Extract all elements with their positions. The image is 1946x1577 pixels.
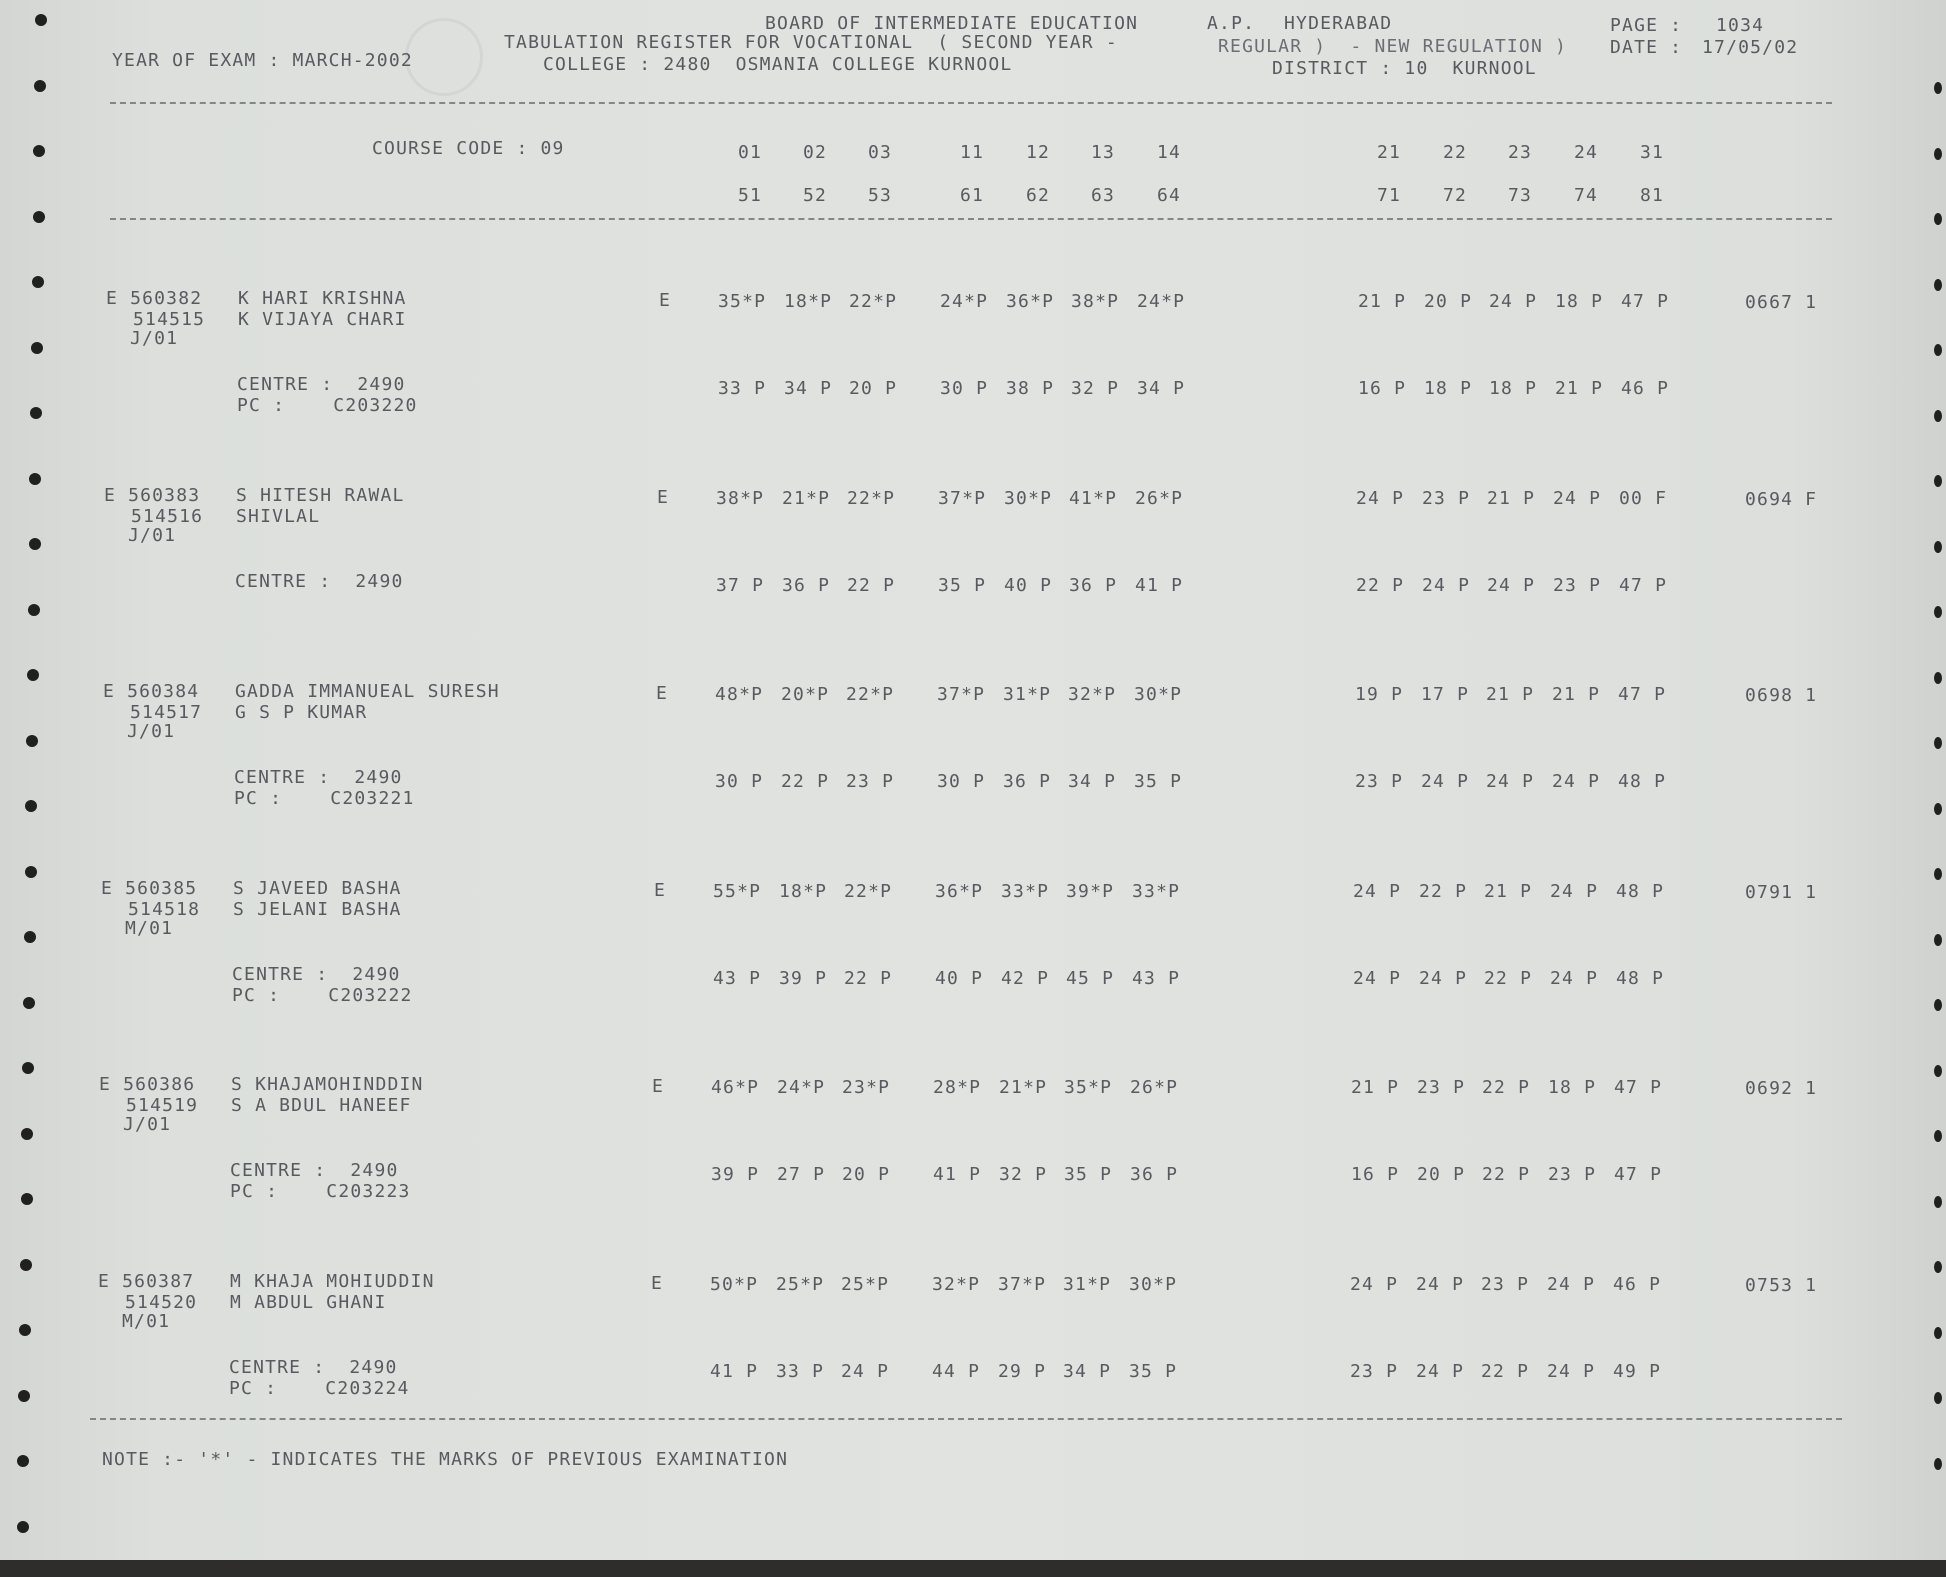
feed-hole: [1934, 606, 1942, 618]
mark-second-year: 34 P: [1063, 1360, 1112, 1382]
hall-ticket-number: E 560387: [98, 1270, 195, 1292]
mark-second-year: 22 P: [844, 967, 893, 989]
mark-first-year: 48 P: [1616, 880, 1665, 902]
mark-first-year: 41*P: [1069, 487, 1118, 509]
column-code: 81: [1640, 185, 1665, 206]
mark-second-year: 32 P: [1071, 378, 1120, 399]
registration-number: 514516: [131, 505, 204, 527]
group-code: J/01: [123, 1114, 172, 1135]
column-code: 02: [803, 142, 828, 163]
column-code: 11: [960, 142, 985, 163]
mark-first-year: 22 P: [1419, 880, 1468, 902]
mark-second-year: 27 P: [777, 1164, 826, 1185]
mark-second-year: 24 P: [1547, 1360, 1596, 1382]
mark-second-year: 48 P: [1616, 967, 1665, 989]
feed-hole: [1934, 672, 1942, 684]
mark-second-year: 32 P: [999, 1164, 1048, 1185]
mark-first-year: 33*P: [1132, 880, 1181, 902]
centre-code: CENTRE : 2490: [229, 1356, 398, 1378]
mark-first-year: 24 P: [1416, 1273, 1465, 1295]
feed-hole: [1934, 803, 1942, 815]
mark-first-year: 38*P: [1071, 291, 1120, 312]
total-and-result: 0692 1: [1745, 1078, 1818, 1099]
mark-first-year: 26*P: [1130, 1077, 1179, 1098]
pc-number: PC : C203220: [237, 395, 418, 416]
mark-first-year: 24 P: [1553, 487, 1602, 509]
mark-second-year: 22 P: [1484, 967, 1533, 989]
feed-hole: [1934, 1261, 1942, 1273]
student-name: S JAVEED BASHA: [233, 877, 402, 899]
mark-second-year: 43 P: [713, 967, 762, 989]
mark-second-year: 39 P: [779, 967, 828, 989]
mark-second-year: 20 P: [842, 1164, 891, 1185]
column-code: 21: [1377, 142, 1402, 163]
feed-hole: [1934, 410, 1942, 422]
board-name: BOARD OF INTERMEDIATE EDUCATION: [765, 13, 1139, 34]
mark-first-year: 32*P: [1068, 684, 1117, 705]
feed-hole: [1934, 868, 1942, 880]
feed-hole: [25, 800, 37, 812]
regulation-label: REGULAR ) - NEW REGULATION ): [1218, 36, 1568, 57]
medium-code: E: [659, 290, 672, 311]
father-name: S A BDUL HANEEF: [231, 1095, 412, 1116]
mark-first-year: 24*P: [940, 291, 989, 312]
feed-hole: [20, 1259, 32, 1271]
father-name: G S P KUMAR: [235, 702, 368, 723]
mark-first-year: 28*P: [933, 1077, 982, 1098]
mark-first-year: 46*P: [711, 1077, 760, 1098]
total-and-result: 0667 1: [1745, 292, 1818, 313]
mark-first-year: 24 P: [1350, 1273, 1399, 1295]
mark-first-year: 38*P: [716, 487, 765, 509]
city-label: HYDERABAD: [1284, 13, 1393, 34]
feed-hole: [30, 407, 42, 419]
pc-number: PC : C203223: [230, 1181, 411, 1202]
feed-hole: [1934, 999, 1942, 1011]
mark-second-year: 22 P: [781, 771, 830, 792]
column-code: 03: [868, 142, 893, 163]
feed-hole: [29, 538, 41, 550]
mark-second-year: 38 P: [1006, 378, 1055, 399]
column-code: 51: [738, 185, 763, 206]
mark-first-year: 18*P: [784, 291, 833, 312]
pc-number: PC : C203222: [232, 984, 413, 1006]
mark-second-year: 23 P: [1350, 1360, 1399, 1382]
mark-second-year: 44 P: [932, 1360, 981, 1382]
mark-first-year: 36*P: [1006, 291, 1055, 312]
mark-first-year: 23*P: [842, 1077, 891, 1098]
mark-first-year: 39*P: [1066, 880, 1115, 902]
student-name: K HARI KRISHNA: [238, 288, 407, 309]
mark-first-year: 23 P: [1481, 1273, 1530, 1295]
mark-second-year: 23 P: [1553, 574, 1602, 596]
feed-hole: [1934, 82, 1942, 94]
mark-first-year: 55*P: [713, 880, 762, 902]
mark-second-year: 24 P: [1419, 967, 1468, 989]
mark-first-year: 35*P: [718, 291, 767, 312]
mark-first-year: 33*P: [1001, 880, 1050, 902]
feed-hole: [1934, 1130, 1942, 1142]
mark-first-year: 47 P: [1621, 291, 1670, 312]
mark-second-year: 30 P: [715, 771, 764, 792]
district-label: DISTRICT : 10 KURNOOL: [1272, 58, 1537, 79]
centre-code: CENTRE : 2490: [234, 767, 403, 788]
mark-second-year: 16 P: [1358, 378, 1407, 399]
mark-first-year: 35*P: [1064, 1077, 1113, 1098]
mark-first-year: 48*P: [715, 684, 764, 705]
mark-first-year: 47 P: [1618, 684, 1667, 705]
column-code: 63: [1091, 185, 1116, 206]
mark-first-year: 32*P: [932, 1273, 981, 1295]
mark-first-year: 22*P: [846, 684, 895, 705]
mark-second-year: 16 P: [1351, 1164, 1400, 1185]
student-name: S HITESH RAWAL: [236, 484, 405, 506]
mark-second-year: 45 P: [1066, 967, 1115, 989]
mark-first-year: 47 P: [1614, 1077, 1663, 1098]
feed-hole: [1934, 1196, 1942, 1208]
mark-first-year: 30*P: [1129, 1273, 1178, 1295]
father-name: K VIJAYA CHARI: [238, 309, 407, 330]
feed-hole: [18, 1390, 30, 1402]
column-code: 64: [1157, 185, 1182, 206]
mark-first-year: 36*P: [935, 880, 984, 902]
mark-first-year: 24 P: [1489, 291, 1538, 312]
register-title: TABULATION REGISTER FOR VOCATIONAL ( SECOND YEAR -: [504, 32, 1118, 53]
column-code: 62: [1026, 185, 1051, 206]
column-code: 31: [1640, 142, 1665, 163]
column-code: 22: [1443, 142, 1468, 163]
mark-first-year: 22 P: [1482, 1077, 1531, 1098]
mark-first-year: 17 P: [1421, 684, 1470, 705]
mark-second-year: 43 P: [1132, 967, 1181, 989]
mark-first-year: 22*P: [847, 487, 896, 509]
mark-second-year: 41 P: [710, 1360, 759, 1382]
hall-ticket-number: E 560382: [106, 288, 203, 309]
feed-hole: [1934, 737, 1942, 749]
student-name: GADDA IMMANUEAL SURESH: [235, 681, 500, 702]
header-rule: [110, 102, 1832, 104]
mark-first-year: 18 P: [1548, 1077, 1597, 1098]
centre-code: CENTRE : 2490: [235, 570, 404, 592]
feed-hole: [19, 1324, 31, 1336]
course-code: COURSE CODE : 09: [372, 138, 565, 159]
date-label: DATE :: [1610, 37, 1683, 58]
registration-number: 514520: [125, 1291, 198, 1313]
feed-hole: [1934, 1327, 1942, 1339]
mark-second-year: 23 P: [1548, 1164, 1597, 1185]
column-code: 14: [1157, 142, 1182, 163]
total-and-result: 0698 1: [1745, 685, 1818, 706]
mark-first-year: 30*P: [1004, 487, 1053, 509]
pc-number: PC : C203221: [234, 788, 415, 809]
column-header-rule: [110, 218, 1832, 220]
mark-second-year: 22 P: [1482, 1164, 1531, 1185]
feed-hole: [32, 276, 44, 288]
group-code: J/01: [127, 721, 176, 742]
feed-hole: [24, 931, 36, 943]
registration-number: 514518: [128, 898, 201, 920]
column-code: 13: [1091, 142, 1116, 163]
column-code: 61: [960, 185, 985, 206]
mark-first-year: 50*P: [710, 1273, 759, 1295]
feed-hole: [1934, 475, 1942, 487]
father-name: S JELANI BASHA: [233, 898, 402, 920]
centre-code: CENTRE : 2490: [237, 374, 406, 395]
mark-first-year: 21 P: [1487, 487, 1536, 509]
mark-first-year: 21 P: [1358, 291, 1407, 312]
mark-first-year: 20*P: [781, 684, 830, 705]
mark-first-year: 18 P: [1555, 291, 1604, 312]
mark-second-year: 46 P: [1621, 378, 1670, 399]
mark-first-year: 21*P: [782, 487, 831, 509]
registration-number: 514515: [133, 309, 206, 330]
mark-second-year: 24 P: [1421, 771, 1470, 792]
total-and-result: 0753 1: [1745, 1274, 1818, 1296]
college-label: COLLEGE : 2480 OSMANIA COLLEGE KURNOOL: [543, 54, 1013, 75]
medium-code: E: [657, 486, 670, 508]
mark-first-year: 46 P: [1613, 1273, 1662, 1295]
mark-second-year: 37 P: [716, 574, 765, 596]
total-and-result: 0694 F: [1745, 488, 1818, 510]
feed-hole: [1934, 344, 1942, 356]
student-name: S KHAJAMOHINDDIN: [231, 1074, 424, 1095]
mark-second-year: 47 P: [1614, 1164, 1663, 1185]
mark-second-year: 34 P: [1068, 771, 1117, 792]
hall-ticket-number: E 560384: [103, 681, 200, 702]
feed-hole: [33, 145, 45, 157]
mark-first-year: 21 P: [1484, 880, 1533, 902]
column-code: 53: [868, 185, 893, 206]
mark-second-year: 30 P: [937, 771, 986, 792]
father-name: SHIVLAL: [236, 505, 321, 527]
feed-hole: [1934, 1065, 1942, 1077]
mark-second-year: 49 P: [1613, 1360, 1662, 1382]
feed-hole: [1934, 1458, 1942, 1470]
pc-number: PC : C203224: [229, 1377, 410, 1399]
mark-second-year: 24 P: [1550, 967, 1599, 989]
mark-first-year: 21 P: [1351, 1077, 1400, 1098]
feed-hole: [1934, 934, 1942, 946]
feed-hole: [28, 604, 40, 616]
column-code: 73: [1508, 185, 1533, 206]
mark-second-year: 21 P: [1555, 378, 1604, 399]
year-of-exam: YEAR OF EXAM : MARCH-2002: [112, 50, 413, 71]
mark-first-year: 25*P: [841, 1273, 890, 1295]
mark-second-year: 20 P: [1417, 1164, 1466, 1185]
mark-second-year: 22 P: [1356, 574, 1405, 596]
mark-second-year: 29 P: [998, 1360, 1047, 1382]
medium-code: E: [651, 1272, 664, 1294]
feed-hole: [1934, 279, 1942, 291]
mark-first-year: 18*P: [779, 880, 828, 902]
medium-code: E: [654, 879, 667, 901]
mark-first-year: 37*P: [938, 487, 987, 509]
medium-code: E: [652, 1076, 665, 1097]
mark-first-year: 30*P: [1134, 684, 1183, 705]
feed-hole: [33, 211, 45, 223]
hall-ticket-number: E 560385: [101, 877, 198, 899]
feed-hole: [17, 1521, 29, 1533]
mark-second-year: 24 P: [1416, 1360, 1465, 1382]
column-code: 71: [1377, 185, 1402, 206]
footer-rule: [90, 1418, 1842, 1420]
mark-second-year: 41 P: [933, 1164, 982, 1185]
mark-second-year: 23 P: [846, 771, 895, 792]
feed-hole: [27, 669, 39, 681]
mark-second-year: 24 P: [1422, 574, 1471, 596]
mark-second-year: 18 P: [1489, 378, 1538, 399]
column-code: 52: [803, 185, 828, 206]
group-code: J/01: [128, 524, 177, 546]
column-code: 01: [738, 142, 763, 163]
mark-first-year: 24 P: [1353, 880, 1402, 902]
mark-second-year: 24 P: [1486, 771, 1535, 792]
column-code: 72: [1443, 185, 1468, 206]
mark-second-year: 48 P: [1618, 771, 1667, 792]
feed-hole: [1934, 1392, 1942, 1404]
mark-first-year: 31*P: [1003, 684, 1052, 705]
mark-first-year: 23 P: [1422, 487, 1471, 509]
feed-hole: [21, 1193, 33, 1205]
mark-second-year: 24 P: [1353, 967, 1402, 989]
feed-hole: [29, 473, 41, 485]
mark-first-year: 26*P: [1135, 487, 1184, 509]
mark-second-year: 36 P: [1003, 771, 1052, 792]
mark-first-year: 24*P: [1137, 291, 1186, 312]
feed-hole: [26, 735, 38, 747]
mark-second-year: 20 P: [849, 378, 898, 399]
mark-first-year: 24*P: [777, 1077, 826, 1098]
state-label: A.P.: [1207, 13, 1256, 34]
mark-first-year: 25*P: [776, 1273, 825, 1295]
medium-code: E: [656, 683, 669, 704]
mark-second-year: 33 P: [776, 1360, 825, 1382]
mark-second-year: 36 P: [1069, 574, 1118, 596]
centre-code: CENTRE : 2490: [232, 963, 401, 985]
mark-first-year: 19 P: [1355, 684, 1404, 705]
mark-second-year: 34 P: [784, 378, 833, 399]
mark-second-year: 35 P: [1134, 771, 1183, 792]
footnote: NOTE :- '*' - INDICATES THE MARKS OF PREVIOUS EXAMINATION: [102, 1449, 789, 1470]
mark-first-year: 37*P: [998, 1273, 1047, 1295]
mark-first-year: 31*P: [1063, 1273, 1112, 1295]
mark-second-year: 40 P: [1004, 574, 1053, 596]
feed-hole: [25, 866, 37, 878]
feed-hole: [21, 1128, 33, 1140]
date-value: 17/05/02: [1702, 37, 1799, 58]
mark-second-year: 35 P: [1064, 1164, 1113, 1185]
group-code: J/01: [130, 328, 179, 349]
mark-first-year: 22*P: [844, 880, 893, 902]
hall-ticket-number: E 560383: [104, 484, 201, 506]
mark-first-year: 21 P: [1552, 684, 1601, 705]
feed-hole: [31, 342, 43, 354]
group-code: M/01: [125, 917, 174, 939]
mark-second-year: 24 P: [1487, 574, 1536, 596]
mark-first-year: 23 P: [1417, 1077, 1466, 1098]
mark-second-year: 42 P: [1001, 967, 1050, 989]
student-name: M KHAJA MOHIUDDIN: [230, 1270, 435, 1292]
mark-second-year: 22 P: [1481, 1360, 1530, 1382]
father-name: M ABDUL GHANI: [230, 1291, 387, 1313]
centre-code: CENTRE : 2490: [230, 1160, 399, 1181]
mark-second-year: 23 P: [1355, 771, 1404, 792]
registration-number: 514519: [126, 1095, 199, 1116]
mark-first-year: 37*P: [937, 684, 986, 705]
mark-second-year: 47 P: [1619, 574, 1668, 596]
registration-number: 514517: [130, 702, 203, 723]
feed-hole: [1934, 213, 1942, 225]
mark-first-year: 20 P: [1424, 291, 1473, 312]
mark-second-year: 24 P: [841, 1360, 890, 1382]
mark-first-year: 00 F: [1619, 487, 1668, 509]
mark-second-year: 36 P: [782, 574, 831, 596]
feed-hole: [34, 80, 46, 92]
page-number: 1034: [1716, 15, 1765, 36]
bleed-through-seal: [405, 18, 483, 96]
mark-first-year: 21*P: [999, 1077, 1048, 1098]
mark-first-year: 22*P: [849, 291, 898, 312]
sheet-bottom-edge: [0, 1560, 1946, 1577]
mark-first-year: 24 P: [1547, 1273, 1596, 1295]
mark-second-year: 35 P: [938, 574, 987, 596]
mark-second-year: 35 P: [1129, 1360, 1178, 1382]
feed-hole: [35, 14, 47, 26]
mark-second-year: 18 P: [1424, 378, 1473, 399]
mark-second-year: 22 P: [847, 574, 896, 596]
mark-first-year: 21 P: [1486, 684, 1535, 705]
mark-second-year: 30 P: [940, 378, 989, 399]
mark-second-year: 40 P: [935, 967, 984, 989]
mark-first-year: 24 P: [1550, 880, 1599, 902]
mark-second-year: 36 P: [1130, 1164, 1179, 1185]
column-code: 12: [1026, 142, 1051, 163]
mark-second-year: 24 P: [1552, 771, 1601, 792]
feed-hole: [1934, 541, 1942, 553]
mark-second-year: 33 P: [718, 378, 767, 399]
mark-first-year: 24 P: [1356, 487, 1405, 509]
group-code: M/01: [122, 1310, 171, 1332]
total-and-result: 0791 1: [1745, 881, 1818, 903]
column-code: 24: [1574, 142, 1599, 163]
mark-second-year: 34 P: [1137, 378, 1186, 399]
feed-hole: [22, 1062, 34, 1074]
feed-hole: [1934, 148, 1942, 160]
page-label: PAGE :: [1610, 15, 1683, 36]
mark-second-year: 39 P: [711, 1164, 760, 1185]
column-code: 23: [1508, 142, 1533, 163]
feed-hole: [17, 1455, 29, 1467]
mark-second-year: 41 P: [1135, 574, 1184, 596]
hall-ticket-number: E 560386: [99, 1074, 196, 1095]
feed-hole: [23, 997, 35, 1009]
column-code: 74: [1574, 185, 1599, 206]
